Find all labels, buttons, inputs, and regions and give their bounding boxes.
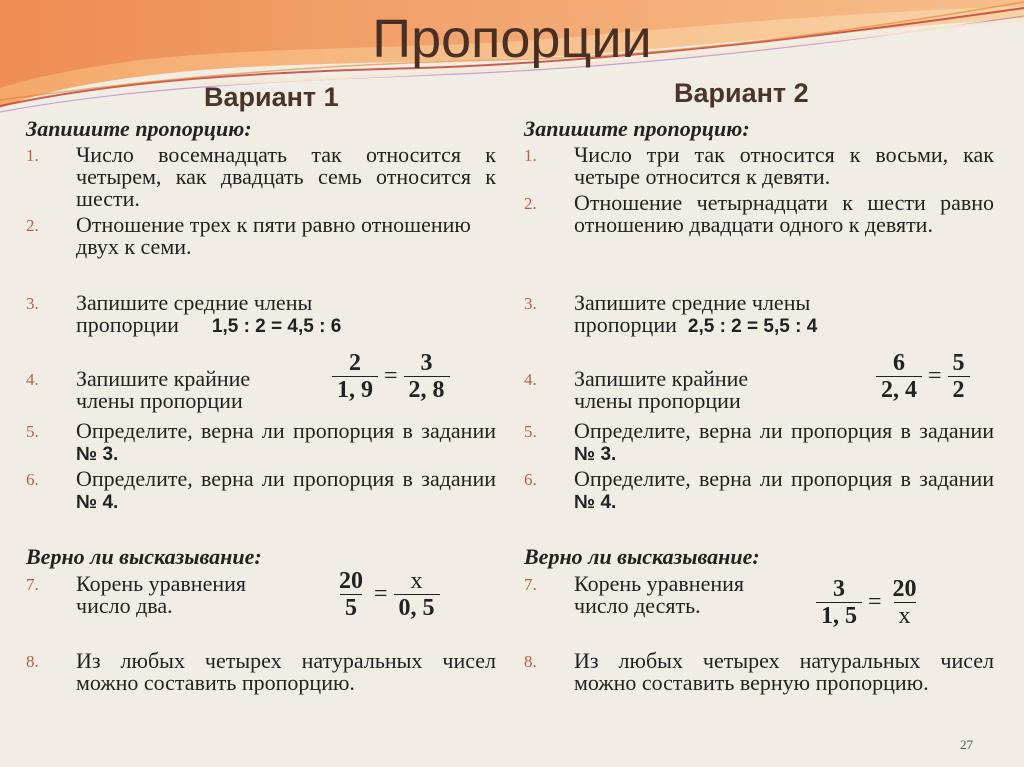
equation-fraction	[334, 568, 440, 621]
fraction-numerator: 20	[339, 568, 363, 594]
fraction-denominator: 2	[948, 376, 970, 403]
item-text: Корень уравнения	[574, 571, 745, 596]
item-text: Определите, верна ли пропорция в задании	[76, 466, 496, 491]
item-text: члены пропорции	[574, 388, 741, 413]
item-text: Из любых четырех натуральных чисел можно составить пропорцию.	[76, 648, 496, 695]
item-text: число два.	[76, 593, 173, 618]
task-reference: № 4.	[574, 492, 617, 513]
item-text: Определите, верна ли пропорция в задании	[574, 418, 994, 443]
task-reference: № 3.	[76, 444, 119, 465]
equals-sign: =	[868, 589, 882, 615]
fraction-numerator: x	[410, 568, 423, 594]
equals-sign: =	[928, 363, 942, 389]
variant-2-heading: Вариант 2	[674, 78, 809, 108]
item-text: Запишите крайние	[76, 366, 251, 391]
item-text: Определите, верна ли пропорция в задании	[574, 466, 994, 491]
fraction-numerator: 6	[893, 350, 905, 376]
fraction-denominator: 2, 4	[876, 376, 922, 403]
item-number: 4.	[26, 370, 39, 389]
section-write-proportion: Запишите пропорцию:	[524, 116, 750, 141]
fraction-numerator: 5	[952, 350, 965, 376]
item-text: Отношение четырнадцати к шести равно отношению двадцати одного к девяти.	[574, 190, 994, 237]
fraction-numerator: 3	[833, 576, 845, 602]
item-text: пропорции	[76, 312, 179, 337]
fraction-denominator: 2, 8	[404, 376, 450, 403]
equals-sign: =	[384, 363, 398, 389]
fraction-denominator: 5	[340, 594, 362, 621]
item-number: 7.	[524, 575, 537, 594]
fraction-denominator: 1, 5	[816, 602, 862, 629]
item-number: 6.	[26, 470, 39, 489]
page-number: 27	[960, 737, 973, 752]
item-number: 6.	[524, 470, 537, 489]
task-reference: № 4.	[76, 492, 119, 513]
item-number: 2.	[524, 194, 537, 213]
item-number: 2.	[26, 216, 39, 235]
item-text: Из любых четырех натуральных чисел можно составить верную пропорцию.	[574, 648, 994, 695]
variant-1-heading: Вариант 1	[204, 82, 339, 112]
proportion-fraction	[332, 350, 450, 403]
item-text: члены пропорции	[76, 388, 243, 413]
item-number: 3.	[524, 294, 537, 313]
item-number: 1.	[26, 146, 39, 165]
item-number: 4.	[524, 370, 537, 389]
fraction-denominator: 1, 9	[332, 376, 378, 403]
item-number: 1.	[524, 146, 537, 165]
item-text: Отношение трех к пяти равно отношению двух к семи.	[76, 212, 471, 259]
item-text: Определите, верна ли пропорция в задании	[76, 418, 496, 443]
item-text: число десять.	[574, 593, 701, 618]
task-reference: № 3.	[574, 444, 617, 465]
section-write-proportion: Запишите пропорцию:	[26, 116, 252, 141]
proportion-fraction	[876, 350, 970, 403]
fraction-denominator: 0, 5	[394, 594, 440, 621]
item-number: 8.	[26, 652, 39, 671]
section-true-statement: Верно ли высказывание:	[524, 544, 760, 569]
item-number: 5.	[524, 422, 537, 441]
fraction-denominator: x	[894, 602, 916, 629]
item-text: Число три так относится к восьми, как четыре относится к девяти.	[574, 142, 994, 189]
equation-fraction	[816, 576, 922, 629]
item-number: 5.	[26, 422, 39, 441]
item-number: 8.	[524, 652, 537, 671]
item-text: Запишите крайние	[574, 366, 749, 391]
item-number: 7.	[26, 575, 39, 594]
item-text: Корень уравнения	[76, 571, 247, 596]
item-text: Запишите средние члены	[76, 290, 313, 315]
page-title: Пропорции	[372, 9, 652, 69]
item-number: 3.	[26, 294, 39, 313]
item-text: Запишите средние члены	[574, 290, 811, 315]
proportion-expression: 1,5 : 2 = 4,5 : 6	[211, 316, 342, 337]
fraction-numerator: 20	[892, 576, 917, 602]
item-text: Число восемнадцать так относится к четырем, как двадцать семь относится к шести.	[76, 142, 496, 211]
equals-sign: =	[374, 581, 388, 607]
proportion-expression: 2,5 : 2 = 5,5 : 4	[687, 316, 818, 337]
item-text: пропорции	[574, 312, 677, 337]
section-true-statement: Верно ли высказывание:	[26, 544, 262, 569]
fraction-numerator: 3	[420, 350, 433, 376]
fraction-numerator: 2	[349, 350, 361, 376]
